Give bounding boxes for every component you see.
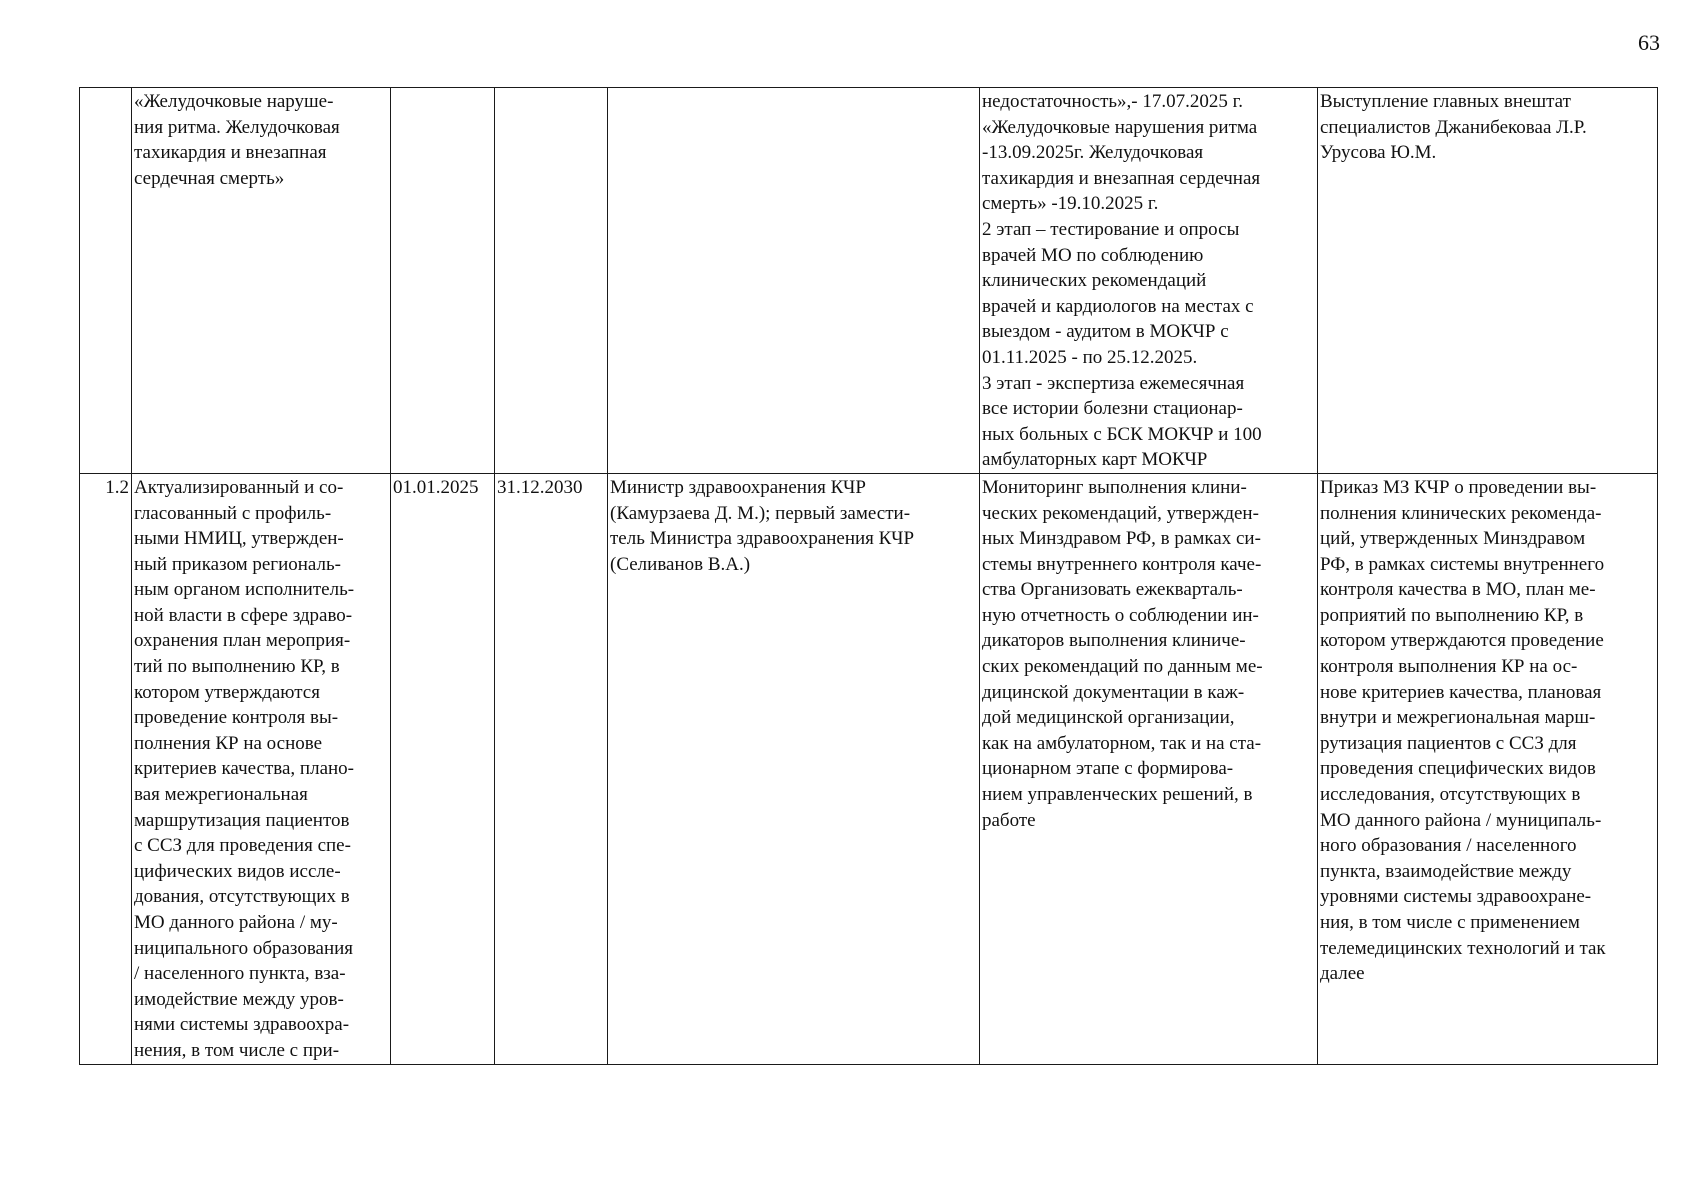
table-row <box>80 473 1658 1064</box>
cell-number <box>80 88 132 474</box>
cell-result: Выступление главных внештат специалистов Джанибековаа Л.Р. Урусова Ю.М. <box>1318 88 1658 474</box>
cell-responsible <box>608 88 980 474</box>
table-row <box>80 88 1658 474</box>
cell-end-date: 31.12.2030 <box>495 473 608 1064</box>
cell-event: Актуализированный и со- гласованный с профиль- ными НМИЦ, утвержден- ный приказом региональ- ным органом исполнитель- ной власти в сфере здраво- охранения план мероприя- тий по выполнению КР, в котором утверждаются проведение контроля вы- полнения КР на основе критериев качества, плано- вая межрегиональная маршрутизация пациентов с ССЗ для проведения спе- цифических видов иссле- дования, отсутствующих в МО данного района / му- ниципального образования / населенного пункта, вза- имодействие между уров- нями системы здравоохра- нения, в том числе с при- <box>132 473 391 1064</box>
cell-characteristics: Мониторинг выполнения клини- ческих рекомендаций, утвержден- ных Минздравом РФ, в рамках си- стемы внутреннего контроля каче- ства Организовать ежекварталь- ную отчетность о соблюдении ин- дикаторов выполнения клиниче- ских рекомендаций по данным ме- дицинской документации в каж- дой медицинской организации, как на амбулаторном, так и на ста- ционарном этапе с формирова- нием управленческих решений, в работе <box>980 473 1318 1064</box>
cell-characteristics: недостаточность»,- 17.07.2025 г. «Желудочковые нарушения ритма -13.09.2025г. Желудочковая тахикардия и внезапная сердечная смерть» -19.10.2025 г. 2 этап – тестирование и опросы врачей МО по соблюдению клинических рекомендаций врачей и кардиологов на местах с выездом - аудитом в МОКЧР с 01.11.2025 - по 25.12.2025. 3 этап - экспертиза ежемесячная все истории болезни стационар- ных больных с БСК МОКЧР и 100 амбулаторных карт МОКЧР <box>980 88 1318 474</box>
cell-end-date <box>495 88 608 474</box>
cell-start-date <box>391 88 495 474</box>
action-plan-table <box>79 87 1658 1065</box>
cell-event: «Желудочковые наруше- ния ритма. Желудочковая тахикардия и внезапная сердечная смерть» <box>132 88 391 474</box>
cell-start-date: 01.01.2025 <box>391 473 495 1064</box>
page-number: 63 <box>1638 30 1660 55</box>
cell-responsible: Министр здравоохранения КЧР (Камурзаева Д. М.); первый замести- тель Министра здравоохранения КЧР (Селиванов В.А.) <box>608 473 980 1064</box>
cell-number: 1.2 <box>80 473 132 1064</box>
cell-result: Приказ МЗ КЧР о проведении вы- полнения клинических рекоменда- ций, утвержденных Минздравом РФ, в рамках системы внутреннего контроля качества в МО, план ме- роприятий по выполнению КР, в котором утверждаются проведение контроля выполнения КР на ос- нове критериев качества, плановая внутри и межрегиональная марш- рутизация пациентов с ССЗ для проведения специфических видов исследования, отсутствующих в МО данного района / муниципаль- ного образования / населенного пункта, взаимодействие между уровнями системы здравоохране- ния, в том числе с применением телемедицинских технологий и так далее <box>1318 473 1658 1064</box>
